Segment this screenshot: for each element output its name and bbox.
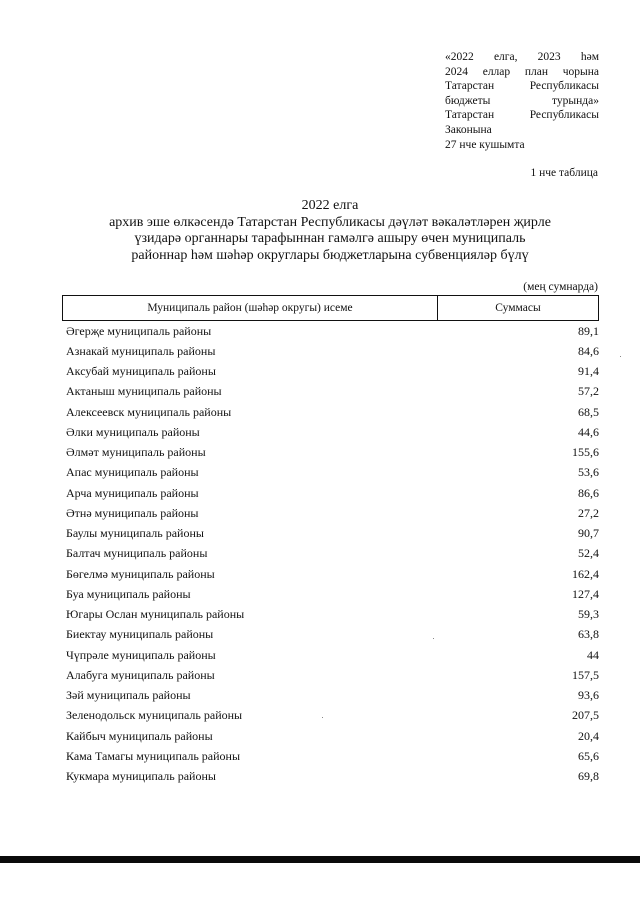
district-name: Баулы муниципаль районы bbox=[66, 526, 204, 541]
table-row bbox=[62, 645, 599, 665]
table-row bbox=[62, 584, 599, 604]
table-row bbox=[62, 706, 599, 726]
law-reference-line: бюджеты турында» bbox=[445, 94, 599, 107]
district-sum: 52,4 bbox=[578, 546, 599, 561]
column-header-name: Муниципаль район (шәһәр округы) исеме bbox=[63, 296, 438, 320]
units-label: (мең сумнарда) bbox=[523, 281, 598, 293]
district-name: Буа муниципаль районы bbox=[66, 586, 191, 601]
district-name: Арча муниципаль районы bbox=[66, 485, 199, 500]
district-name: Биектау муниципаль районы bbox=[66, 627, 214, 642]
district-sum: 53,6 bbox=[578, 465, 599, 480]
district-name: Зәй муниципаль районы bbox=[66, 688, 191, 703]
table-row bbox=[62, 463, 599, 483]
district-sum: 84,6 bbox=[578, 343, 599, 358]
scan-speck bbox=[433, 638, 434, 639]
district-sum: 65,6 bbox=[578, 748, 599, 763]
law-reference bbox=[445, 50, 599, 152]
law-reference-line: 27 нче кушымта bbox=[445, 138, 525, 151]
document-title bbox=[60, 198, 600, 264]
title-line: районнар һәм шәһәр округлары бюджетларына субвенцияләр бүлү bbox=[131, 247, 529, 263]
district-sum: 57,2 bbox=[578, 384, 599, 399]
district-sum: 59,3 bbox=[578, 607, 599, 622]
title-line: үзидарә органнары тарафыннан гамәлгә ашыру өчен муниципаль bbox=[134, 231, 526, 246]
table-row bbox=[62, 503, 599, 523]
district-name: Әлки муниципаль районы bbox=[66, 424, 200, 439]
district-name: Бөгелмә муниципаль районы bbox=[66, 566, 215, 581]
scan-speck bbox=[322, 717, 323, 718]
district-name: Югары Ослан муниципаль районы bbox=[66, 607, 245, 622]
law-reference-line: Татарстан Республикасы bbox=[445, 80, 599, 93]
district-name: Чүпрәле муниципаль районы bbox=[66, 647, 216, 662]
law-reference-line: Татарстан Республикасы bbox=[445, 109, 599, 122]
district-sum: 69,8 bbox=[578, 769, 599, 784]
table-row bbox=[62, 767, 599, 787]
table-row bbox=[62, 686, 599, 706]
district-name: Әтнә муниципаль районы bbox=[66, 505, 199, 520]
table-row bbox=[62, 402, 599, 422]
district-sum: 162,4 bbox=[572, 566, 599, 581]
district-name: Балтач муниципаль районы bbox=[66, 546, 208, 561]
district-name: Әлмәт муниципаль районы bbox=[66, 445, 206, 460]
district-sum: 27,2 bbox=[578, 505, 599, 520]
district-name: Кукмара муниципаль районы bbox=[66, 769, 216, 784]
table-number: 1 нче таблица bbox=[530, 167, 598, 179]
district-sum: 68,5 bbox=[578, 404, 599, 419]
table-row bbox=[62, 321, 599, 341]
district-sum: 91,4 bbox=[578, 364, 599, 379]
table-row bbox=[62, 746, 599, 766]
table-row bbox=[62, 625, 599, 645]
table-row bbox=[62, 422, 599, 442]
district-name: Аксубай муниципаль районы bbox=[66, 364, 216, 379]
law-reference-line: «2022 елга, 2023 һәм bbox=[445, 51, 599, 63]
district-sum: 93,6 bbox=[578, 688, 599, 703]
table-row bbox=[62, 483, 599, 503]
district-sum: 44 bbox=[587, 647, 599, 662]
column-header-sum: Суммасы bbox=[495, 302, 541, 314]
district-name: Кайбыч муниципаль районы bbox=[66, 728, 213, 743]
table-row bbox=[62, 382, 599, 402]
district-name: Актаныш муниципаль районы bbox=[66, 384, 222, 399]
district-name: Азнакай муниципаль районы bbox=[66, 343, 216, 358]
table-row bbox=[62, 726, 599, 746]
table-row bbox=[62, 524, 599, 544]
district-sum: 155,6 bbox=[572, 445, 599, 460]
district-sum: 44,6 bbox=[578, 424, 599, 439]
table-row bbox=[62, 564, 599, 584]
district-name: Кама Тамагы муниципаль районы bbox=[66, 748, 241, 763]
district-sum: 157,5 bbox=[572, 667, 599, 682]
district-sum: 127,4 bbox=[572, 586, 599, 601]
district-sum: 63,8 bbox=[578, 627, 599, 642]
district-name: Алабуга муниципаль районы bbox=[66, 667, 215, 682]
district-name: Апас муниципаль районы bbox=[66, 465, 199, 480]
table-row bbox=[62, 665, 599, 685]
law-reference-line: 2024 еллар план чорына bbox=[445, 65, 599, 78]
table-row bbox=[62, 341, 599, 361]
title-line: 2022 елга bbox=[301, 198, 359, 213]
district-sum: 90,7 bbox=[578, 526, 599, 541]
district-name: Әгерҗе муниципаль районы bbox=[66, 323, 212, 338]
title-line: архив эше өлкәсендә Татарстан Республикасы дәүләт вәкаләтләрен җирле bbox=[109, 214, 551, 230]
table-row bbox=[62, 544, 599, 564]
table-body bbox=[62, 321, 599, 787]
table-header bbox=[62, 295, 599, 321]
scan-speck bbox=[620, 356, 621, 357]
district-sum: 20,4 bbox=[578, 728, 599, 743]
district-sum: 86,6 bbox=[578, 485, 599, 500]
scan-edge-bar bbox=[0, 856, 640, 863]
district-name: Алексеевск муниципаль районы bbox=[66, 404, 232, 419]
table-row bbox=[62, 443, 599, 463]
district-sum: 207,5 bbox=[572, 708, 599, 723]
table-row bbox=[62, 605, 599, 625]
district-name: Зеленодольск муниципаль районы bbox=[66, 708, 243, 723]
law-reference-line: Законына bbox=[445, 123, 492, 136]
table-row bbox=[62, 362, 599, 382]
district-sum: 89,1 bbox=[578, 323, 599, 338]
